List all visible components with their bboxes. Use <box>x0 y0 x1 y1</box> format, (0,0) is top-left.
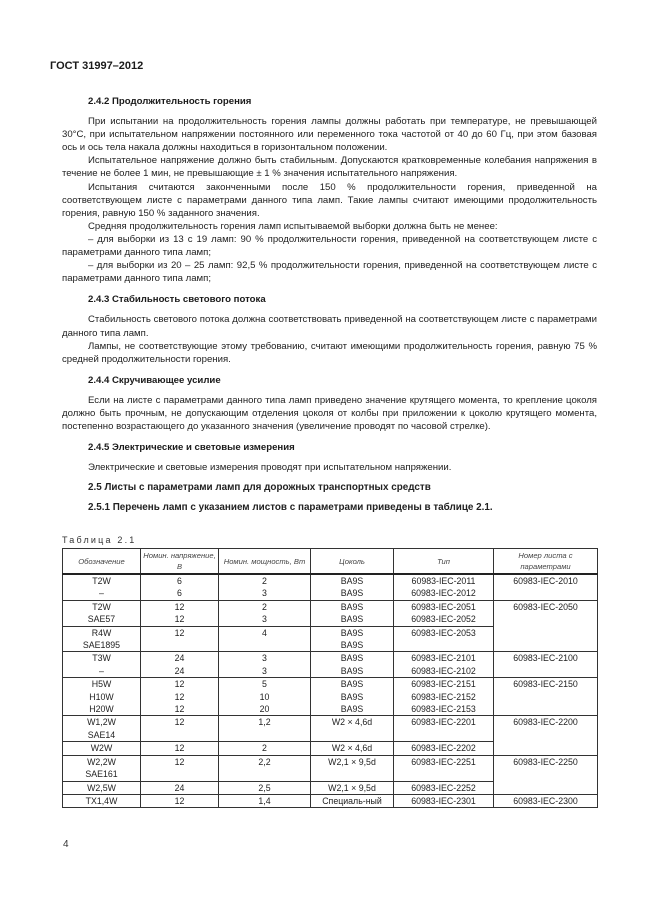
cell-power: 2 <box>219 600 311 613</box>
cell-designation: SAE1895 <box>63 639 141 652</box>
paragraph: Испытания считаются законченными после 150 % продолжительности горения, приведенной на соответствующем листе с параметрами данного типа ламп. Такие лампы считают имеющими продолжительность горения, равную 150 % заданного значения. <box>62 181 597 219</box>
cell-type: 60983-IEC-2101 <box>394 652 494 665</box>
list-item: – для выборки из 13 с 19 ламп: 90 % продолжительности горения, приведенной на соответствующем листе с параметрами данного типа ламп; <box>62 233 597 259</box>
cell-voltage: 12 <box>141 691 219 703</box>
cell-type: 60983-IEC-2152 <box>394 691 494 703</box>
cell-cap: W2,1 × 9,5d <box>311 755 394 781</box>
table-row <box>63 574 598 587</box>
cell-designation: SAE57 <box>63 613 141 626</box>
column-header-voltage: Номин. напряжение, В <box>141 549 219 575</box>
cell-power: 1,4 <box>219 794 311 807</box>
cell-designation: W2W <box>63 742 141 755</box>
paragraph: Лампы, не соответствующие этому требованию, считают имеющими продолжительность горения, равную 75 % средней продолжительности горения. <box>62 340 597 365</box>
cell-designation: T2W <box>63 600 141 613</box>
table-row <box>63 716 598 729</box>
cell-cap: BA9S <box>311 652 394 665</box>
cell-designation: H5W <box>63 678 141 691</box>
cell-power: 2 <box>219 742 311 755</box>
table-row <box>63 678 598 691</box>
cell-voltage: 12 <box>141 703 219 716</box>
cell-voltage: 12 <box>141 742 219 755</box>
cell-type: 60983-IEC-2051 <box>394 600 494 613</box>
paragraph: Средняя продолжительность горения ламп испытываемой выборки должна быть не менее: <box>88 220 498 232</box>
cell-type: 60983-IEC-2202 <box>394 742 494 755</box>
cell-type: 60983-IEC-2201 <box>394 716 494 742</box>
paragraph: При испытании на продолжительность горения лампы должны работать при температуре, не превышающей 30°C, при испытательном напряжении постоянного или переменного тока частотой от 40 до 60 Гц, при этом базовая ось и ось тела накала должны находиться в горизонтальном положении. <box>62 116 597 154</box>
cell-voltage: 12 <box>141 794 219 807</box>
cell-voltage: 12 <box>141 626 219 639</box>
cell-voltage: 12 <box>141 678 219 691</box>
cell-voltage: 6 <box>141 574 219 587</box>
cell-cap: BA9S <box>311 613 394 626</box>
cell-type: 60983-IEC-2053 <box>394 626 494 652</box>
lamp-table <box>62 548 598 808</box>
cell-type: 60983-IEC-2301 <box>394 794 494 807</box>
cell-sheet: 60983-IEC-2150 <box>494 678 598 716</box>
cell-sheet: 60983-IEC-2010 <box>494 574 598 600</box>
cell-designation: H20W <box>63 703 141 716</box>
cell-cap: BA9S <box>311 600 394 613</box>
section-heading-2-4-2: 2.4.2 Продолжительность горения <box>88 96 252 107</box>
cell-power <box>219 639 311 652</box>
table-row <box>63 600 598 613</box>
section-heading-2-4-4: 2.4.4 Скручивающее усилие <box>88 374 221 386</box>
cell-cap: BA9S <box>311 626 394 639</box>
cell-power: 2,5 <box>219 781 311 794</box>
cell-designation: TX1,4W <box>63 794 141 807</box>
cell-designation: W2,2W <box>63 755 141 768</box>
cell-voltage: 24 <box>141 781 219 794</box>
cell-type: 60983-IEC-2012 <box>394 587 494 600</box>
cell-cap: W2 × 4,6d <box>311 742 394 755</box>
cell-type: 60983-IEC-2052 <box>394 613 494 626</box>
cell-designation: T3W <box>63 652 141 665</box>
list-item: – для выборки из 20 – 25 ламп: 92,5 % продолжительности горения, приведенной на соответствующем листе с параметрами данного типа ламп; <box>62 260 597 285</box>
cell-power: 4 <box>219 626 311 639</box>
cell-sheet: 60983-IEC-2100 <box>494 652 598 678</box>
cell-type: 60983-IEC-2153 <box>394 703 494 716</box>
cell-designation: H10W <box>63 691 141 703</box>
cell-voltage: 12 <box>141 613 219 626</box>
section-heading-2-4-3: 2.4.3 Стабильность светового потока <box>88 294 266 306</box>
cell-type: 60983-IEC-2102 <box>394 665 494 678</box>
cell-cap: BA9S <box>311 691 394 703</box>
column-header-designation: Обозначение <box>63 549 141 575</box>
cell-designation: W2,5W <box>63 781 141 794</box>
cell-voltage: 12 <box>141 755 219 781</box>
cell-cap: BA9S <box>311 587 394 600</box>
cell-cap: BA9S <box>311 665 394 678</box>
paragraph: Испытательное напряжение должно быть стабильным. Допускаются кратковременные колебания напряжения в течение не более 1 мин, не превышающие ± 1 % значения испытательного напряжения. <box>62 155 597 180</box>
cell-cap: BA9S <box>311 678 394 691</box>
paragraph: Если на листе с параметрами данного типа ламп приведено значение крутящего момента, то крепление цоколя должно быть прочным, не допускающим отделения цоколя от колбы при приложении к цоколю крутящего момента, постепенно возрастающего до указанного значения (увеличение проводят по часовой стрелке). <box>62 394 597 433</box>
table-header-row <box>63 549 598 575</box>
cell-power: 3 <box>219 613 311 626</box>
cell-type: 60983-IEC-2151 <box>394 678 494 691</box>
paragraph: Стабильность светового потока должна соответствовать приведенной на соответствующем листе с параметрами данного типа ламп. <box>62 314 597 339</box>
paragraph: Электрические и световые измерения проводят при испытательном напряжении. <box>88 462 452 474</box>
cell-cap: BA9S <box>311 703 394 716</box>
cell-designation: W1,2W <box>63 716 141 729</box>
cell-power: 3 <box>219 652 311 665</box>
cell-voltage: 12 <box>141 716 219 742</box>
cell-designation: – <box>63 587 141 600</box>
cell-designation: SAE14 <box>63 729 141 742</box>
cell-type: 60983-IEC-2252 <box>394 781 494 794</box>
column-header-sheet: Номер листа с параметрами <box>494 549 598 575</box>
cell-designation: SAE161 <box>63 768 141 781</box>
column-header-power: Номин. мощность, Вт <box>219 549 311 575</box>
cell-cap: W2 × 4,6d <box>311 716 394 742</box>
table-caption: Таблица 2.1 <box>62 535 137 545</box>
cell-voltage: 24 <box>141 665 219 678</box>
section-heading-2-4-5: 2.4.5 Электрические и световые измерения <box>88 442 295 454</box>
cell-designation: – <box>63 665 141 678</box>
cell-power: 1,2 <box>219 716 311 742</box>
cell-power: 3 <box>219 587 311 600</box>
page-number: 4 <box>63 839 69 850</box>
cell-designation: R4W <box>63 626 141 639</box>
cell-power: 2,2 <box>219 755 311 781</box>
cell-cap: W2,1 × 9,5d <box>311 781 394 794</box>
section-heading-2-5-1: 2.5.1 Перечень ламп с указанием листов с параметрами приведены в таблице 2.1. <box>88 502 493 514</box>
cell-type: 60983-IEC-2251 <box>394 755 494 781</box>
cell-voltage: 24 <box>141 652 219 665</box>
cell-voltage: 12 <box>141 600 219 613</box>
cell-cap: BA9S <box>311 574 394 587</box>
cell-sheet: 60983-IEC-2050 <box>494 600 598 652</box>
cell-power: 20 <box>219 703 311 716</box>
cell-sheet: 60983-IEC-2200 <box>494 716 598 755</box>
cell-cap: Специаль-ный <box>311 794 394 807</box>
table-row <box>63 652 598 665</box>
cell-cap: BA9S <box>311 639 394 652</box>
cell-power: 10 <box>219 691 311 703</box>
cell-sheet: 60983-IEC-2300 <box>494 794 598 807</box>
document-body <box>62 90 597 515</box>
cell-designation: T2W <box>63 574 141 587</box>
cell-power: 2 <box>219 574 311 587</box>
column-header-type: Тип <box>394 549 494 575</box>
column-header-cap: Цоколь <box>311 549 394 575</box>
cell-sheet: 60983-IEC-2250 <box>494 755 598 794</box>
cell-type: 60983-IEC-2011 <box>394 574 494 587</box>
cell-voltage: 6 <box>141 587 219 600</box>
cell-voltage <box>141 639 219 652</box>
table-row <box>63 755 598 768</box>
cell-power: 3 <box>219 665 311 678</box>
cell-power: 5 <box>219 678 311 691</box>
document-id: ГОСТ 31997–2012 <box>50 60 144 72</box>
table-row <box>63 794 598 807</box>
section-heading-2-5: 2.5 Листы с параметрами ламп для дорожных транспортных средств <box>88 482 431 494</box>
